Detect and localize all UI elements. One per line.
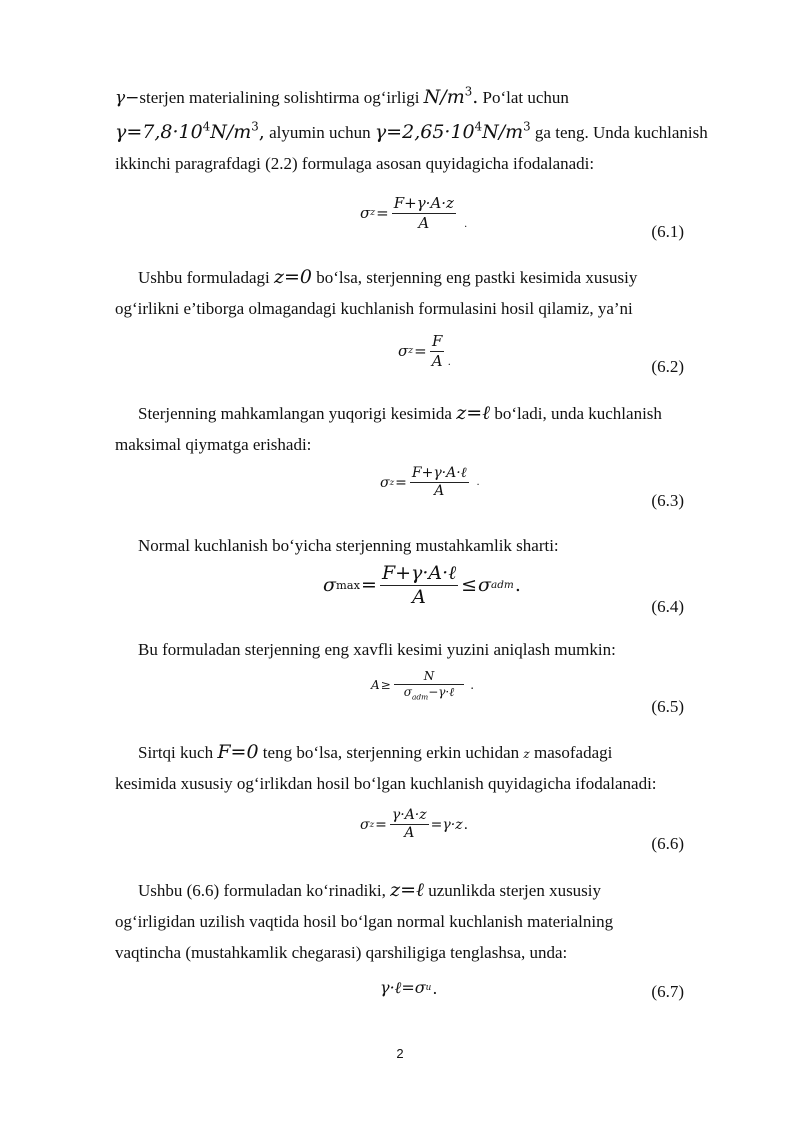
steel-weight-formula: $\gamma=7,8\cdot 10^4N/m^3$, [115, 119, 265, 143]
fraction: $\frac{F+\gamma\cdot A\cdot z}{A}$ [393, 194, 454, 232]
p7-line-3: vaqtincha (mustahkamlik chegarasi) qarshiligiga tenglashsa, unda: [115, 943, 568, 962]
p1-line-2: $\gamma=7,8\cdot 10^4N/m^3$, alyumin uchun $\gamma=2,65\cdot 10^4N/m^3$ ga teng. Unda kuchlanish [115, 119, 708, 143]
equation-6-5: A ≥ $\frac{N}{\sigma_{adm}-\gamma\cdot\ell}$ . [371, 669, 475, 702]
equation-6-1: σ z = $\frac{F+\gamma\cdot A\cdot z}{A}$ . [360, 194, 468, 232]
fraction: $\frac{\text{F+γ·A·ℓ}}{A}$ [411, 465, 467, 500]
aluminium-weight-formula: $\gamma=2,65\cdot 10^4N/m^3$ [374, 119, 531, 143]
paragraph-6 [115, 737, 742, 799]
equation-number-6-1: (6.1) [651, 222, 684, 241]
p6-line-2: kesimida xususiy og‘irlikdan hosil bo‘lgan kuchlanish quyidagicha ifodalanadi: [115, 774, 657, 793]
equation-6-3: σ z = $\frac{\text{F+γ·A·ℓ}}{A}$ . [380, 465, 480, 500]
p2-line-2: og‘irlikni e’tiborga olmagandagi kuchlanish formulasini hosil qilamiz, ya’ni [115, 299, 633, 318]
p3-line-1: Sterjenning mahkamlangan yuqorigi kesimida z=ℓ bo‘ladi, unda kuchlanish [138, 402, 662, 424]
p7-line-1: Ushbu (6.6) formuladan ko‘rinadiki, z=ℓ uzunlikda sterjen xususiy [138, 879, 602, 901]
p3-line-2: maksimal qiymatga erishadi: [115, 435, 312, 454]
equation-number-6-5: (6.5) [651, 697, 684, 716]
unit-n-per-m3: $N/m^3$. [423, 84, 479, 108]
p1-line-3: ikkinchi paragrafdagi (2.2) formulaga asosan quyidagicha ifodalanadi: [115, 154, 595, 173]
fraction: $\frac{F}{A}$ [431, 332, 443, 370]
equation-6-2: σ z = $\frac{F}{A}$ . [398, 332, 451, 370]
page-number: 2 [396, 1046, 404, 1061]
equation-6-6: σ z = $\frac{\gamma\cdot A\cdot z}{A}$ =γ·z . [360, 807, 469, 842]
equation-number-6-3: (6.3) [651, 491, 684, 510]
p4-line-1: Normal kuchlanish bo‘yicha sterjenning mustahkamlik sharti: [138, 536, 559, 555]
p5-line-1: Bu formuladan sterjenning eng xavfli kesimi yuzini aniqlash mumkin: [138, 640, 616, 659]
equation-6-7: γ·ℓ=σ u . [380, 978, 438, 998]
fraction: $\frac{\gamma\cdot A\cdot z}{A}$ [391, 807, 427, 842]
paragraph-1 [115, 82, 742, 179]
p1-line-1: γ−sterjen materialining solishtirma og‘irligi $N/m^3$. Po‘lat uchun [115, 84, 569, 108]
p2-line-1: Ushbu formuladagi z=0 bo‘lsa, sterjenning eng pastki kesimida xususiy [138, 266, 638, 288]
paragraph-4 [115, 530, 742, 561]
paragraph-2 [115, 262, 742, 324]
equation-number-6-7: (6.7) [651, 982, 684, 1001]
p7-line-2: og‘irligidan uzilish vaqtida hosil bo‘lgan normal kuchlanish materialning [115, 912, 614, 931]
equation-number-6-6: (6.6) [651, 834, 684, 853]
p6-line-1: Sirtqi kuch F=0 teng bo‘lsa, sterjenning erkin uchidan z masofadagi [138, 741, 613, 763]
fraction: $\frac{N}{\sigma_{adm}-\gamma\cdot\ell}$ [394, 670, 465, 699]
paragraph-5 [115, 634, 742, 665]
paragraph-3 [115, 398, 742, 460]
equation-6-4: σ max = $\frac{\text{F+γ·A·ℓ}}{A}$ ≤ σ adm . [323, 562, 521, 608]
paragraph-7 [115, 875, 742, 968]
equation-number-6-2: (6.2) [651, 357, 684, 376]
equation-number-6-4: (6.4) [651, 597, 684, 616]
fraction: $\frac{\text{F+γ·A·ℓ}}{A}$ [381, 562, 457, 608]
